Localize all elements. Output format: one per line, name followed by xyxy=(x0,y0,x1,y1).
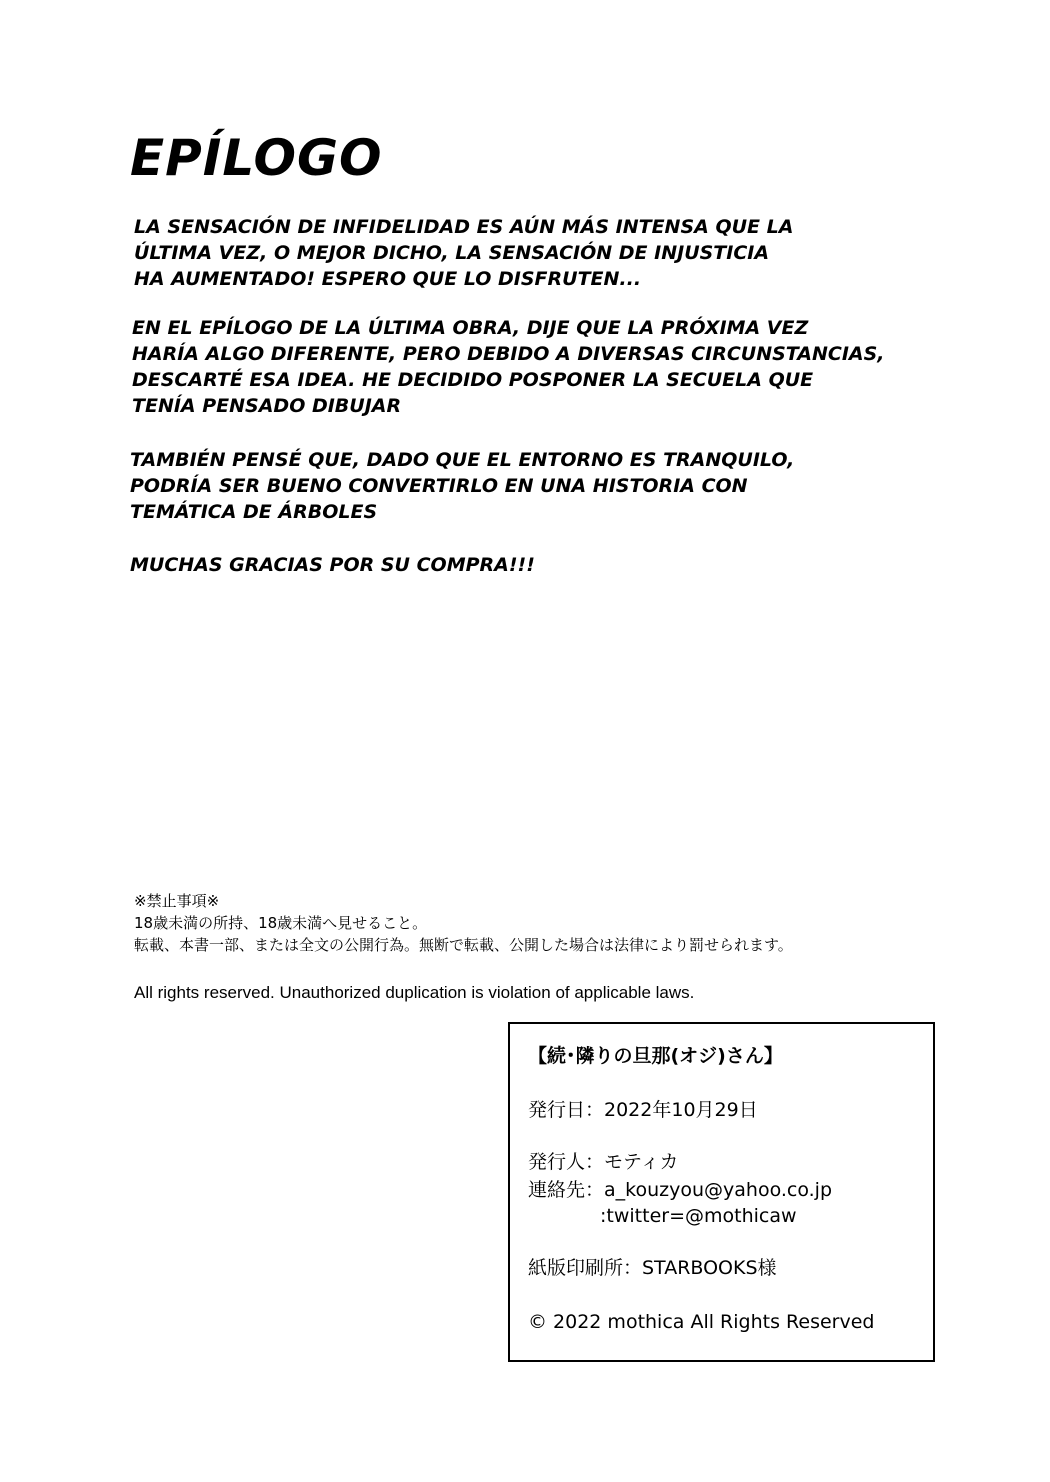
epilogue-paragraph-3 xyxy=(130,447,794,525)
publisher: 発行人：モティカ xyxy=(528,1151,679,1173)
epilogue-paragraph-2 xyxy=(132,315,885,419)
notice-line: 転載、本書一部、または全文の公開行為。無断で転載、公開した場合は法律により罰せられます。 xyxy=(134,936,793,954)
epilogue-title: EPÍLOGO xyxy=(130,129,383,187)
prohibition-notice xyxy=(134,890,793,956)
paragraph-line: TENÍA PENSADO DIBUJAR xyxy=(132,395,402,417)
notice-heading: ※禁止事項※ xyxy=(134,892,220,910)
book-title: 【続･隣りの旦那(オジ)さん】 xyxy=(528,1045,783,1067)
paragraph-line: ÚLTIMA VEZ, O MEJOR DICHO, LA SENSACIÓN DE INJUSTICIA xyxy=(134,242,770,264)
paragraph-line: DESCARTÉ ESA IDEA. HE DECIDIDO POSPONER LA SECUELA QUE xyxy=(132,369,814,391)
colophon-box xyxy=(508,1022,935,1362)
paragraph-line: TAMBIÉN PENSÉ QUE, DADO QUE EL ENTORNO ES TRANQUILO, xyxy=(130,449,795,471)
notice-line: 18歳未満の所持、18歳未満へ見せること。 xyxy=(134,914,428,932)
contact-email: 連絡先：a_kouzyou@yahoo.co.jp xyxy=(528,1179,833,1201)
rights-statement: All rights reserved. Unauthorized duplication is violation of applicable laws. xyxy=(134,983,695,1002)
epilogue-paragraph-4 xyxy=(130,552,535,578)
paragraph-line: HARÍA ALGO DIFERENTE, PERO DEBIDO A DIVERSAS CIRCUNSTANCIAS, xyxy=(132,343,885,365)
copyright: © 2022 mothica All Rights Reserved xyxy=(528,1311,875,1333)
paragraph-line: PODRÍA SER BUENO CONVERTIRLO EN UNA HISTORIA CON xyxy=(130,475,748,497)
paragraph-line: EN EL EPÍLOGO DE LA ÚLTIMA OBRA, DIJE QUE LA PRÓXIMA VEZ xyxy=(132,317,809,339)
paragraph-line: LA SENSACIÓN DE INFIDELIDAD ES AÚN MÁS INTENSA QUE LA xyxy=(134,216,794,238)
paragraph-line: TEMÁTICA DE ÁRBOLES xyxy=(130,501,378,523)
contact-twitter: :twitter=@mothicaw xyxy=(600,1205,797,1227)
paragraph-line: MUCHAS GRACIAS POR SU COMPRA!!! xyxy=(130,554,535,576)
epilogue-paragraph-1 xyxy=(134,214,793,292)
printer: 紙版印刷所：STARBOOKS様 xyxy=(528,1257,777,1279)
issue-date: 発行日：2022年10月29日 xyxy=(528,1099,758,1121)
paragraph-line: HA AUMENTADO! ESPERO QUE LO DISFRUTEN... xyxy=(134,268,642,290)
